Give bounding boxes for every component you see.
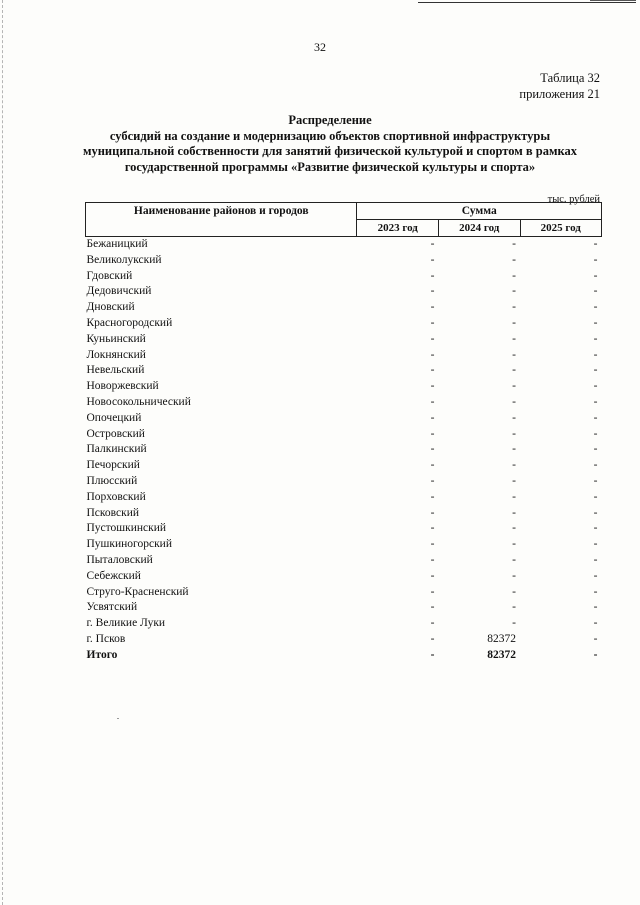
district-name-cell: Новоржевский <box>86 380 159 393</box>
table-row <box>86 521 602 537</box>
value-2023-cell: - <box>430 253 435 266</box>
value-2024-cell: - <box>512 364 516 377</box>
value-2025-cell: - <box>593 585 598 598</box>
value-2023-cell: - <box>430 601 435 614</box>
value-2024-cell: - <box>512 443 516 456</box>
district-name-cell: г. Псков <box>86 632 126 645</box>
value-2023-cell: - <box>430 364 435 377</box>
value-2025-cell: - <box>593 316 598 329</box>
units-label: тыс. рублей <box>547 194 600 205</box>
table-row <box>86 553 602 569</box>
district-name-cell: Печорский <box>86 459 140 472</box>
value-2024-cell: - <box>512 285 516 298</box>
table-row <box>86 474 602 490</box>
value-2025-cell: - <box>593 569 598 582</box>
table-row <box>86 237 602 253</box>
district-name-cell: Плюсский <box>86 474 138 487</box>
value-2025-cell: - <box>593 632 598 645</box>
value-2025-cell: - <box>593 332 598 345</box>
district-name-cell: г. Великие Луки <box>86 617 166 630</box>
district-name-cell: Локнянский <box>86 348 146 361</box>
value-2025-cell: - <box>593 474 598 487</box>
value-2024-cell: - <box>512 427 516 440</box>
table-row <box>86 632 602 648</box>
table-row <box>86 442 602 458</box>
value-2025-cell: - <box>593 617 598 630</box>
value-2023-cell: - <box>430 269 435 282</box>
value-2023-cell: - <box>430 538 435 551</box>
value-2023-cell: - <box>430 617 435 630</box>
value-2024-cell: 82372 <box>487 648 516 661</box>
value-2023-cell: - <box>430 459 435 472</box>
table-row <box>86 395 602 411</box>
district-name-cell: Себежский <box>86 569 141 582</box>
value-2025-cell: - <box>593 285 598 298</box>
district-name-cell: Пушкиногорский <box>86 538 172 551</box>
table-row <box>86 585 602 601</box>
value-2023-cell: - <box>430 332 435 345</box>
table-row <box>86 348 602 364</box>
district-name-cell: Порховский <box>86 490 146 503</box>
district-name-cell: Струго-Красненский <box>86 585 189 598</box>
district-name-cell: Пыталовский <box>86 553 153 566</box>
table-row <box>86 379 602 395</box>
value-2025-cell: - <box>593 269 598 282</box>
value-2023-cell: - <box>430 238 435 250</box>
value-2024-cell: - <box>512 522 516 535</box>
district-name-cell: Палкинский <box>86 443 147 456</box>
value-2023-cell: - <box>430 648 435 661</box>
value-2024-cell: - <box>512 301 516 314</box>
district-name-cell: Невельский <box>86 364 145 377</box>
value-2023-cell: - <box>430 569 435 582</box>
column-header-sum: Сумма <box>357 203 602 220</box>
value-2024-cell: - <box>512 506 516 519</box>
district-name-cell: Великолукский <box>86 253 162 266</box>
subsidy-table <box>85 202 602 664</box>
table-row <box>86 253 602 269</box>
column-header-name: Наименование районов и городов <box>86 203 357 237</box>
district-name-cell: Итого <box>86 648 118 661</box>
value-2024-cell: - <box>512 269 516 282</box>
value-2025-cell: - <box>593 443 598 456</box>
value-2024-cell: - <box>512 601 516 614</box>
value-2024-cell: - <box>512 538 516 551</box>
value-2024-cell: - <box>512 332 516 345</box>
total-row <box>86 648 602 664</box>
district-name-cell: Бежаницкий <box>86 238 148 250</box>
column-header-2023: 2023 год <box>357 220 438 237</box>
table-body <box>86 237 602 664</box>
value-2024-cell: - <box>512 569 516 582</box>
table-row <box>86 490 602 506</box>
document-title <box>60 113 600 175</box>
table-label <box>519 70 600 102</box>
value-2025-cell: - <box>593 348 598 361</box>
district-name-cell: Красногородский <box>86 316 173 329</box>
value-2024-cell: - <box>512 348 516 361</box>
value-2023-cell: - <box>430 553 435 566</box>
value-2025-cell: - <box>593 380 598 393</box>
column-header-2024: 2024 год <box>438 220 520 237</box>
scan-edge <box>2 0 4 905</box>
value-2025-cell: - <box>593 427 598 440</box>
value-2023-cell: - <box>430 585 435 598</box>
value-2025-cell: - <box>593 301 598 314</box>
value-2024-cell: - <box>512 380 516 393</box>
value-2024-cell: - <box>512 490 516 503</box>
table-row <box>86 269 602 285</box>
table-row <box>86 537 602 553</box>
value-2025-cell: - <box>593 253 598 266</box>
value-2023-cell: - <box>430 443 435 456</box>
value-2023-cell: - <box>430 632 435 645</box>
value-2025-cell: - <box>593 411 598 424</box>
title-line: субсидий на создание и модернизацию объектов спортивной инфраструктуры <box>109 128 551 143</box>
value-2025-cell: - <box>593 538 598 551</box>
table-row <box>86 506 602 522</box>
value-2024-cell: - <box>512 617 516 630</box>
scan-border-line <box>590 0 636 1</box>
table-row <box>86 569 602 585</box>
value-2023-cell: - <box>430 490 435 503</box>
value-2025-cell: - <box>593 395 598 408</box>
table-row <box>86 332 602 348</box>
value-2024-cell: - <box>512 585 516 598</box>
value-2023-cell: - <box>430 380 435 393</box>
value-2024-cell: - <box>512 411 516 424</box>
table-row <box>86 284 602 300</box>
district-name-cell: Дновский <box>86 301 135 314</box>
value-2025-cell: - <box>593 490 598 503</box>
table-row <box>86 411 602 427</box>
value-2024-cell: - <box>512 395 516 408</box>
value-2025-cell: - <box>593 522 598 535</box>
value-2025-cell: - <box>593 601 598 614</box>
table-row <box>86 300 602 316</box>
column-header-2025: 2025 год <box>520 220 602 237</box>
value-2025-cell: - <box>593 506 598 519</box>
value-2024-cell: - <box>512 474 516 487</box>
table-row <box>86 600 602 616</box>
table-row <box>86 316 602 332</box>
title-line: Распределение <box>288 113 372 127</box>
district-name-cell: Куньинский <box>86 332 146 345</box>
value-2024-cell: - <box>512 253 516 266</box>
title-line: муниципальной собственности для занятий физической культурой и спортом в рамках <box>82 144 578 158</box>
scan-border-line <box>418 2 636 3</box>
table-row <box>86 363 602 379</box>
value-2023-cell: - <box>430 411 435 424</box>
district-name-cell: Усвятский <box>86 601 138 614</box>
value-2023-cell: - <box>430 285 435 298</box>
table-row <box>86 458 602 474</box>
value-2025-cell: - <box>593 553 598 566</box>
value-2024-cell: - <box>512 238 516 250</box>
district-name-cell: Новосокольнический <box>86 395 191 408</box>
value-2025-cell: - <box>593 459 598 472</box>
district-name-cell: Псковский <box>86 506 140 519</box>
value-2025-cell: - <box>593 238 598 250</box>
appendix-number: приложения 21 <box>519 87 600 101</box>
value-2024-cell: - <box>512 459 516 472</box>
scan-speck <box>117 718 119 719</box>
title-line: государственной программы «Развитие физической культуры и спорта» <box>124 159 536 174</box>
district-name-cell: Пустошкинский <box>86 522 167 535</box>
value-2023-cell: - <box>430 522 435 535</box>
page-number: 32 <box>314 40 326 54</box>
value-2023-cell: - <box>430 301 435 314</box>
value-2023-cell: - <box>430 348 435 361</box>
value-2023-cell: - <box>430 427 435 440</box>
value-2023-cell: - <box>430 395 435 408</box>
table-number: Таблица 32 <box>540 71 600 85</box>
district-name-cell: Опочецкий <box>86 411 142 424</box>
value-2025-cell: - <box>593 364 598 377</box>
district-name-cell: Дедовичский <box>86 285 152 298</box>
table-row <box>86 616 602 632</box>
value-2023-cell: - <box>430 474 435 487</box>
table-row <box>86 427 602 443</box>
value-2023-cell: - <box>430 316 435 329</box>
value-2024-cell: - <box>512 553 516 566</box>
district-name-cell: Островский <box>86 427 145 440</box>
value-2024-cell: 82372 <box>487 632 516 645</box>
value-2024-cell: - <box>512 316 516 329</box>
value-2023-cell: - <box>430 506 435 519</box>
district-name-cell: Гдовский <box>86 269 133 282</box>
value-2025-cell: - <box>593 648 598 661</box>
